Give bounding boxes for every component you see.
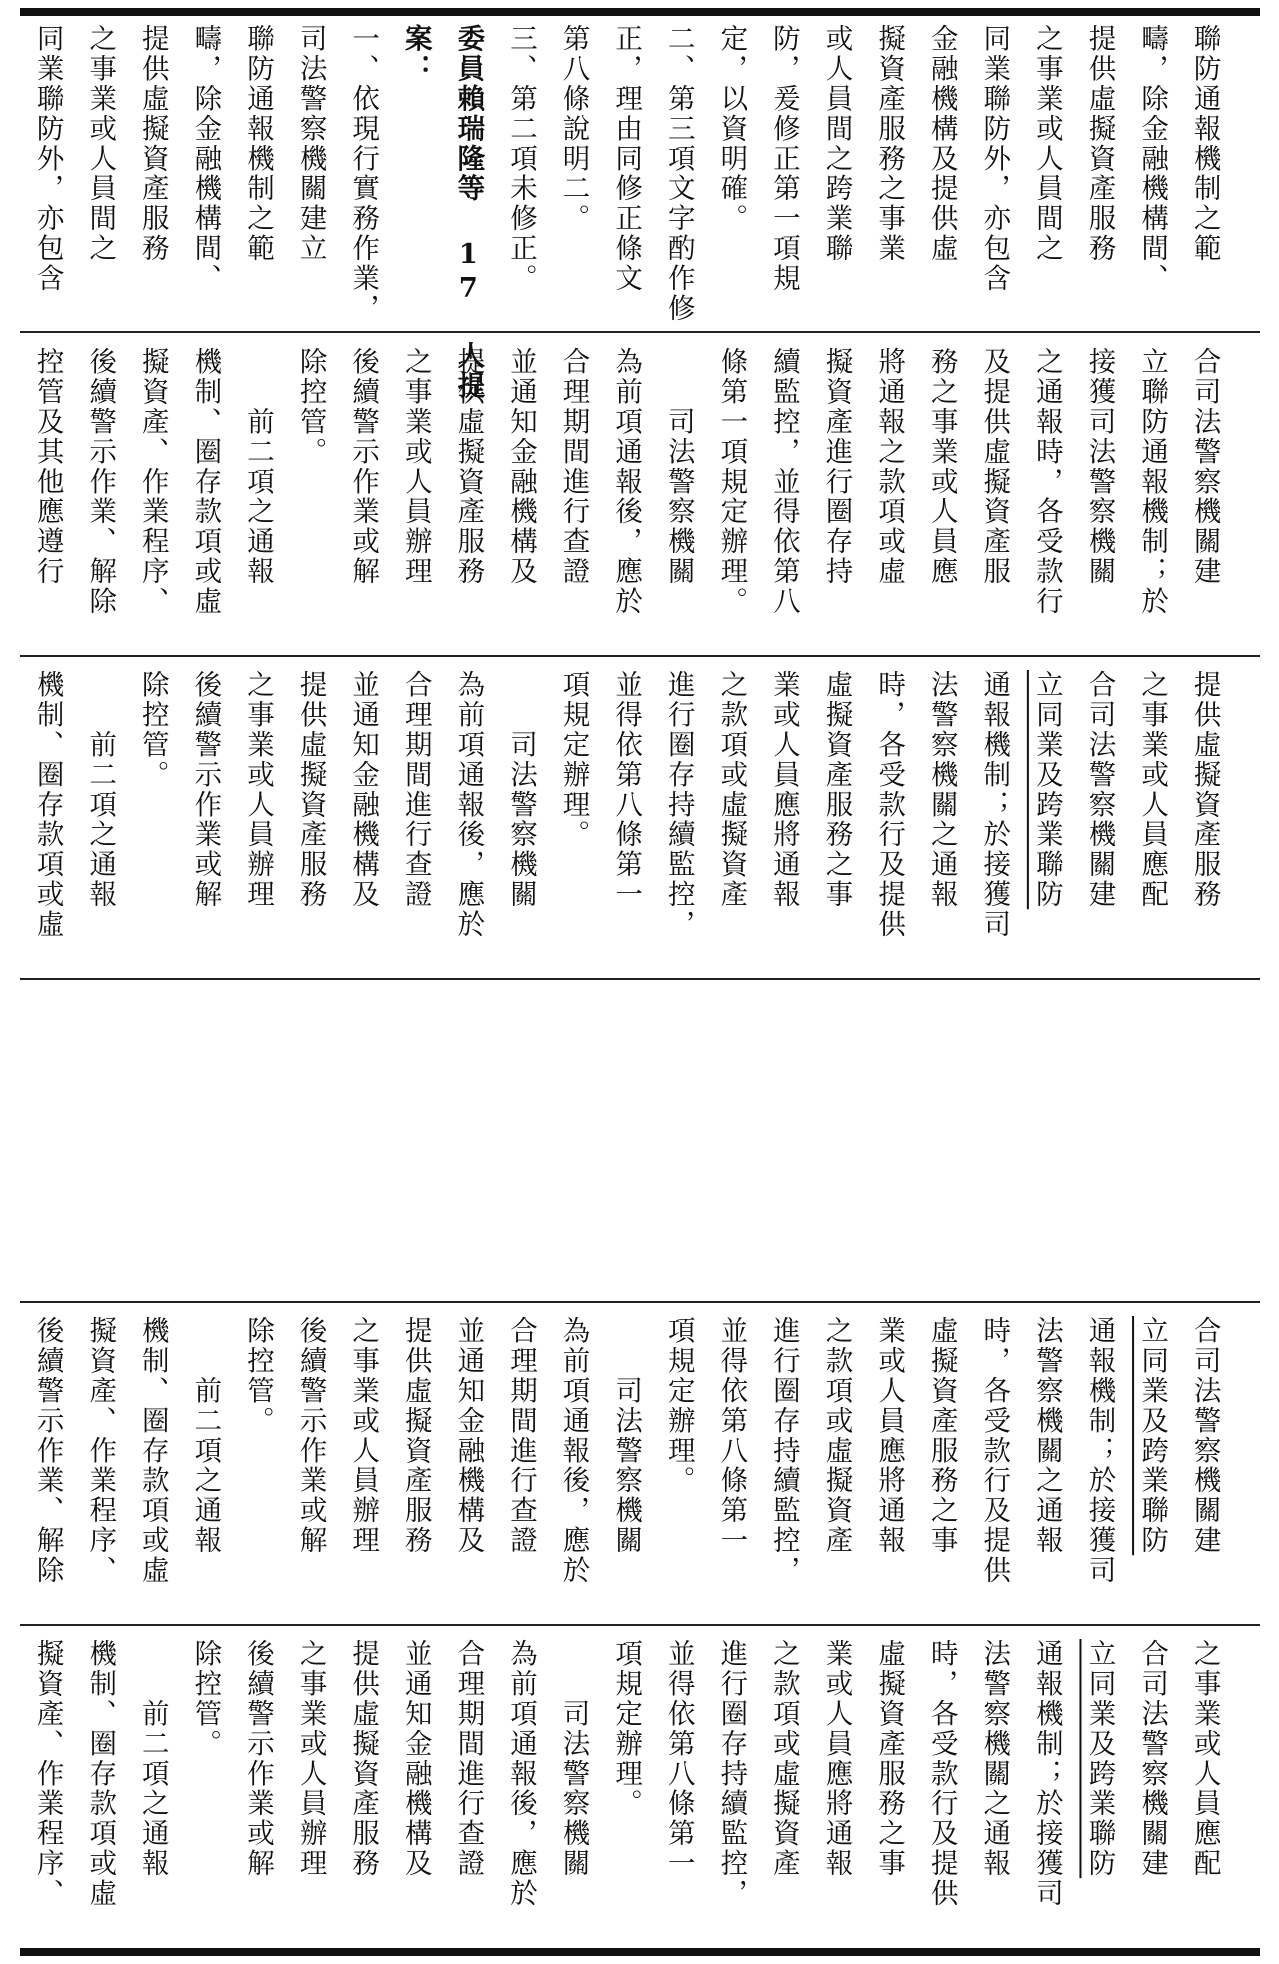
column-explanation-text	[21, 24, 1251, 401]
text-line: 之事業或人員辦理	[399, 347, 432, 587]
text-line: 進行圈存持續監控，	[662, 670, 695, 940]
text-line: 時，各受款行及提供	[873, 670, 906, 940]
text-line: 合理期間進行查證	[452, 1639, 485, 1879]
text-line: 機制、圈存款項或虛	[84, 1639, 117, 1909]
text-line: 一、依現行實務作業，	[347, 24, 380, 323]
text-line: 合理期間進行查證	[399, 670, 432, 910]
text-line: 前二項之通報	[189, 1316, 222, 1556]
text-line: 後續警示作業或解	[241, 1639, 274, 1879]
text-line: 通報機制；於接獲司	[1083, 1316, 1116, 1586]
text-line: 並得依第八條第一	[715, 1316, 748, 1556]
text-line: 並得依第八條第一	[610, 670, 643, 910]
text-line: 防，爰修正第一項規	[767, 24, 800, 294]
text-line: 並通知金融機構及	[347, 670, 380, 910]
text-line: 立同業及跨業聯防	[1136, 1316, 1169, 1556]
text-line: 司法警察機關建立	[294, 24, 327, 264]
text-line: 並通知金融機構及	[399, 1639, 432, 1879]
text-line: 進行圈存持續監控，	[715, 1639, 748, 1909]
text-line: 除控管。	[241, 1316, 274, 1436]
text-line: 疇，除金融機構間、	[189, 24, 222, 294]
text-line: 續監控，並得依第八	[767, 347, 800, 617]
text-line: 之事業或人員辦理	[347, 1316, 380, 1556]
text-line: 後續警示作業、解除	[84, 347, 117, 617]
text-line: 擬資產進行圈存持	[820, 347, 853, 587]
text-line: 擬資產服務之事業	[873, 24, 906, 264]
text-line: 控管及其他應遵行	[31, 347, 64, 587]
text-line: 金融機構及提供虛	[925, 24, 958, 264]
text-line: 接獲司法警察機關	[1083, 347, 1116, 587]
text-line: 前二項之通報	[84, 670, 117, 910]
text-line: 時，各受款行及提供	[925, 1639, 958, 1909]
text-line: 司法警察機關	[557, 1639, 590, 1879]
text-line: 及提供虛擬資產服	[978, 347, 1011, 587]
text-line: 提供虛擬資產服務	[136, 24, 169, 264]
text-line: 合理期間進行查證	[557, 347, 590, 587]
text-line: 為前項通報後，應於	[452, 670, 485, 940]
text-line: 擬資產、作業程序、	[31, 1639, 64, 1909]
text-line: 時，各受款行及提供	[978, 1316, 1011, 1586]
text-line: 項規定辦理。	[662, 1316, 695, 1496]
text-line: 合理期間進行查證	[504, 1316, 537, 1556]
text-line: 後續警示作業或解	[347, 347, 380, 587]
text-line: 虛擬資產服務之事	[873, 1639, 906, 1879]
text-line: 之事業或人員間之	[1030, 24, 1063, 264]
column-separator-2	[20, 655, 1260, 657]
text-line: 立同業及跨業聯防	[1030, 670, 1063, 910]
text-line: 並通知金融機構及	[504, 347, 537, 587]
text-line: 提供虛擬資產服務	[1188, 670, 1221, 910]
text-line: 合司法警察機關建	[1136, 1639, 1169, 1879]
text-line: 同業聯防外，亦包含	[31, 24, 64, 294]
text-line: 立同業及跨業聯防	[1083, 1639, 1116, 1879]
text-line: 之事業或人員辦理	[294, 1639, 327, 1879]
text-line: 之通報時，各受款行	[1030, 347, 1063, 617]
text-line: 虛擬資產服務之事	[820, 670, 853, 910]
column-proposed-article	[21, 347, 1251, 647]
vertical-text-block	[21, 670, 1231, 939]
text-line: 除控管。	[189, 1639, 222, 1759]
text-line: 為前項通報後，應於	[557, 1316, 590, 1586]
text-line: 合司法警察機關建	[1083, 670, 1116, 910]
text-line: 為前項通報後，應於	[504, 1639, 537, 1909]
column-separator-5	[20, 1624, 1260, 1626]
column-bottom-current	[21, 1639, 1251, 1939]
text-line: 進行圈存持續監控，	[767, 1316, 800, 1586]
text-line: 通報機制；於接獲司	[978, 670, 1011, 940]
text-line: 案：	[399, 24, 432, 84]
text-line: 項規定辦理。	[610, 1639, 643, 1819]
text-line: 二、第三項文字酌作修	[662, 24, 695, 323]
text-line: 將通報之款項或虛	[873, 347, 906, 587]
text-line: 之事業或人員間之	[84, 24, 117, 264]
text-line: 之款項或虛擬資產	[767, 1639, 800, 1879]
text-line: 提供虛擬資產服務	[452, 347, 485, 587]
vertical-text-block	[21, 347, 1231, 616]
text-line: 提供虛擬資產服務	[294, 670, 327, 910]
text-line: 之事業或人員應配	[1188, 1639, 1221, 1879]
top-border-rule	[20, 8, 1260, 16]
text-line: 之款項或虛擬資產	[820, 1316, 853, 1556]
text-line: 正，理由同修正條文	[610, 24, 643, 294]
text-line: 提供虛擬資產服務	[1083, 24, 1116, 264]
text-line: 立聯防通報機制；於	[1136, 347, 1169, 617]
vertical-text-block	[21, 1639, 1231, 1908]
text-line: 後續警示作業或解	[189, 670, 222, 910]
text-line: 聯防通報機制之範	[241, 24, 274, 264]
text-line: 項規定辦理。	[557, 670, 590, 850]
text-line: 司法警察機關	[610, 1316, 643, 1556]
text-line: 並得依第八條第一	[662, 1639, 695, 1879]
text-line: 後續警示作業或解	[294, 1316, 327, 1556]
text-line: 法警察機關之通報	[1030, 1316, 1063, 1556]
column-separator-4	[20, 1301, 1260, 1303]
text-line: 後續警示作業、解除	[31, 1316, 64, 1586]
text-line: 法警察機關之通報	[925, 670, 958, 910]
text-line: 前二項之通報	[241, 347, 274, 587]
text-line: 合司法警察機關建	[1188, 347, 1221, 587]
text-line: 合司法警察機關建	[1188, 1316, 1221, 1556]
text-line: 並通知金融機構及	[452, 1316, 485, 1556]
text-line: 為前項通報後，應於	[610, 347, 643, 617]
text-line: 之款項或虛擬資產	[715, 670, 748, 910]
text-line: 第八條說明二。	[557, 24, 590, 234]
text-line: 聯防通報機制之範	[1188, 24, 1221, 264]
text-line: 提供虛擬資產服務	[399, 1316, 432, 1556]
vertical-text-block	[21, 1316, 1231, 1585]
text-line: 三、第二項未修正。	[504, 24, 537, 294]
column-bottom-proposed	[21, 1316, 1251, 1616]
text-line: 委員賴瑞隆等 17 人提	[452, 24, 485, 401]
text-line: 條第一項規定辦理。	[715, 347, 748, 617]
text-line: 之事業或人員應配	[1136, 670, 1169, 910]
text-line: 擬資產、作業程序、	[136, 347, 169, 617]
bottom-border-rule	[20, 1948, 1260, 1956]
column-current-article	[21, 670, 1251, 970]
text-line: 定，以資明確。	[715, 24, 748, 234]
text-line: 或人員間之跨業聯	[820, 24, 853, 264]
text-line: 虛擬資產服務之事	[925, 1316, 958, 1556]
text-line: 之事業或人員辦理	[241, 670, 274, 910]
text-line: 業或人員應將通報	[767, 670, 800, 910]
text-line: 擬資產、作業程序、	[84, 1316, 117, 1586]
text-line: 司法警察機關	[504, 670, 537, 910]
text-line: 前二項之通報	[136, 1639, 169, 1879]
text-line: 業或人員應將通報	[873, 1316, 906, 1556]
text-line: 除控管。	[136, 670, 169, 790]
text-line: 同業聯防外，亦包含	[978, 24, 1011, 294]
text-line: 司法警察機關	[662, 347, 695, 587]
text-line: 法警察機關之通報	[978, 1639, 1011, 1879]
text-line: 機制、圈存款項或虛	[31, 670, 64, 940]
text-line: 機制、圈存款項或虛	[189, 347, 222, 617]
column-separator-3	[20, 978, 1260, 980]
vertical-text-block	[21, 24, 1231, 401]
text-line: 務之事業或人員應	[925, 347, 958, 587]
text-line: 提供虛擬資產服務	[347, 1639, 380, 1879]
text-line: 除控管。	[294, 347, 327, 467]
text-line: 通報機制；於接獲司	[1030, 1639, 1063, 1909]
text-line: 業或人員應將通報	[820, 1639, 853, 1879]
text-line: 機制、圈存款項或虛	[136, 1316, 169, 1586]
text-line: 疇，除金融機構間、	[1136, 24, 1169, 294]
